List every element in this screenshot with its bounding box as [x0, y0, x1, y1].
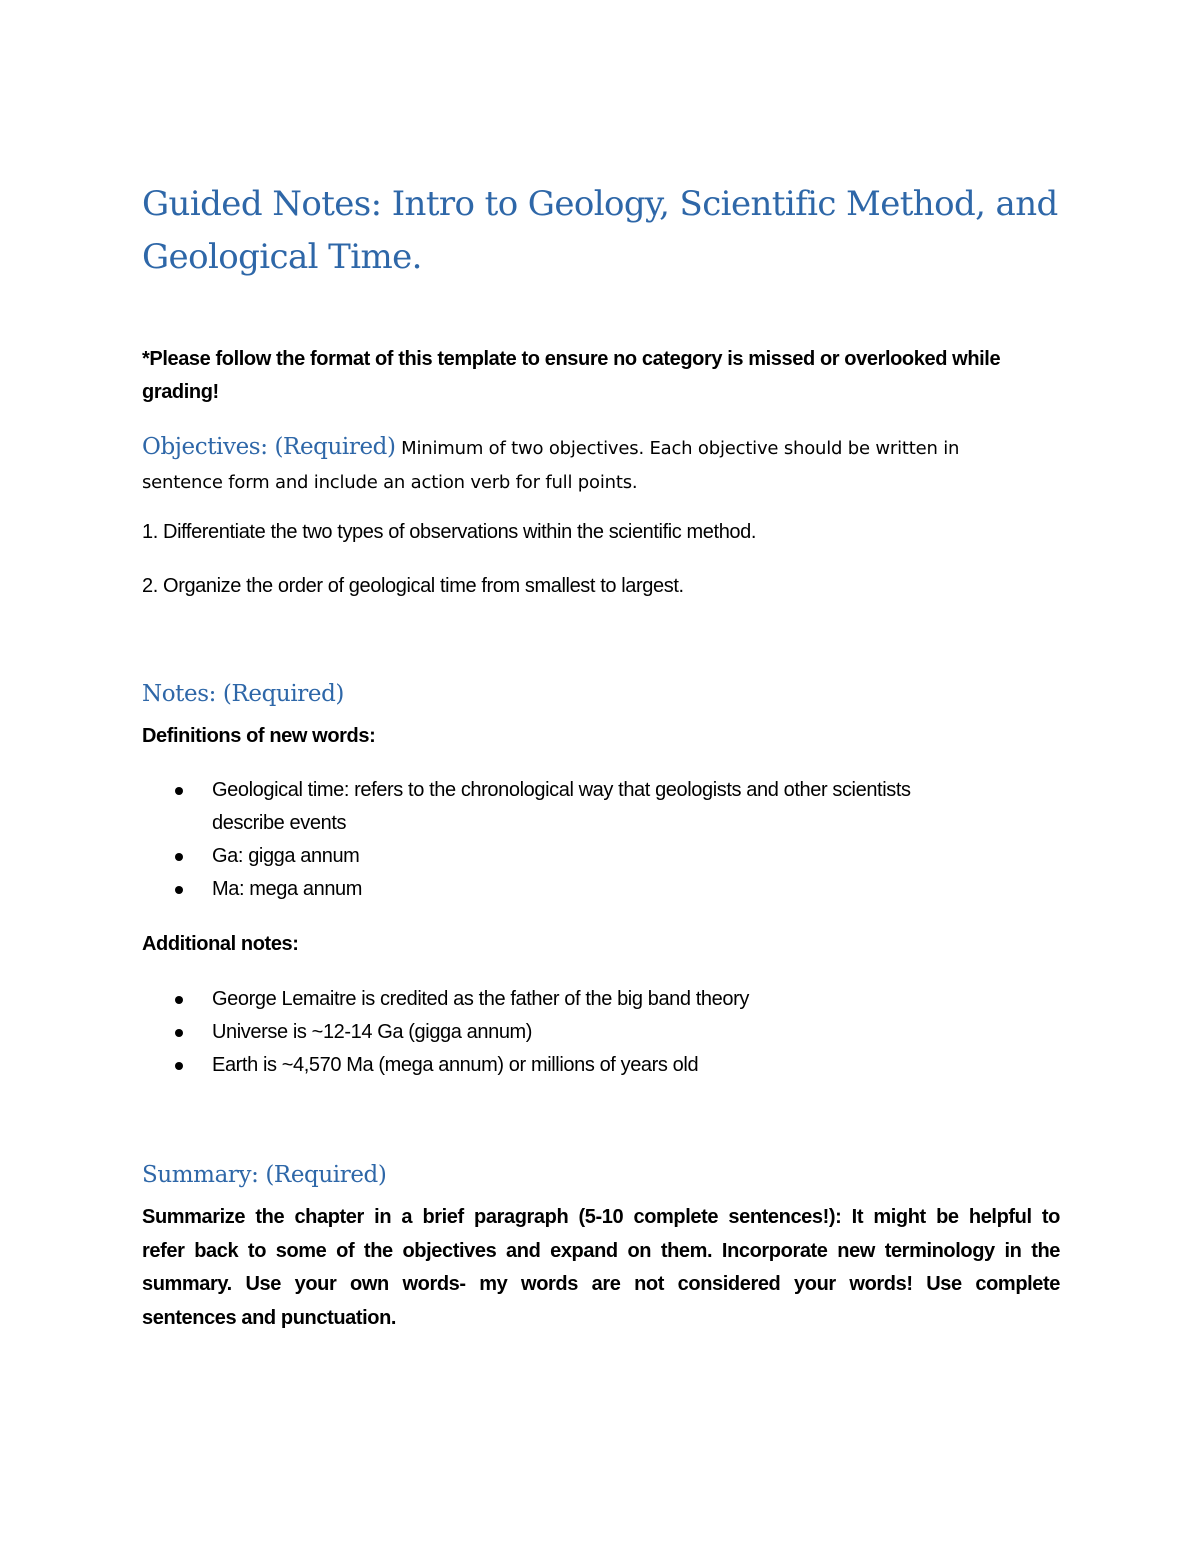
objectives-row-1 [142, 430, 1060, 466]
additional-note-1: George Lemaitre is credited as the father of the big band theory [212, 988, 749, 1010]
instruction-line-2: grading! [142, 381, 219, 403]
bullet-icon [175, 886, 183, 894]
summary-instructions [142, 1201, 1060, 1335]
definitions-label: Definitions of new words: [142, 725, 376, 747]
additional-notes-label: Additional notes: [142, 933, 299, 955]
instruction-line-1: *Please follow the format of this template to ensure no category is missed or overlooked while [142, 348, 1001, 370]
list-item [142, 840, 1060, 873]
notes-heading: Notes: (Required) [142, 681, 344, 707]
additional-note-2: Universe is ~12-14 Ga (gigga annum) [212, 1021, 533, 1043]
definitions-list [142, 774, 1060, 906]
summary-line-3: summary. Use your own words- my words are not considered your words! Use complete [142, 1273, 1060, 1295]
bullet-icon [175, 996, 183, 1004]
objectives-description-line-1: Minimum of two objectives. Each objective should be written in [401, 438, 960, 459]
objective-item-2: 2. Organize the order of geological time from smallest to largest. [142, 575, 684, 597]
bullet-icon [175, 853, 183, 861]
bullet-icon [175, 1062, 183, 1070]
list-item [142, 873, 1060, 906]
bullet-icon [175, 1029, 183, 1037]
definition-2: Ga: gigga annum [212, 845, 360, 867]
summary-heading: Summary: (Required) [142, 1162, 387, 1188]
definition-1-line-1: Geological time: refers to the chronological way that geologists and other scientists [212, 779, 911, 801]
template-instruction [142, 343, 1060, 409]
document-page [142, 0, 1060, 1553]
definition-3: Ma: mega annum [212, 878, 363, 900]
objectives-heading: Objectives: (Required) [142, 434, 396, 460]
document-title [142, 178, 1060, 284]
title-line-1: Guided Notes: Intro to Geology, Scientific Method, and [142, 184, 1058, 224]
definition-1-line-2: describe events [212, 812, 347, 834]
objectives-description-line-2: sentence form and include an action verb for full points. [142, 472, 638, 493]
bullet-icon [175, 787, 183, 795]
additional-note-3: Earth is ~4,570 Ma (mega annum) or millions of years old [212, 1054, 699, 1076]
list-item [142, 1049, 1060, 1082]
list-item [142, 1016, 1060, 1049]
summary-line-1: Summarize the chapter in a brief paragraph (5-10 complete sentences!): It might be helpful to [142, 1206, 1060, 1228]
objective-item-1: 1. Differentiate the two types of observations within the scientific method. [142, 521, 757, 543]
title-line-2: Geological Time. [142, 237, 422, 277]
list-item [142, 983, 1060, 1016]
objectives-block [142, 430, 1060, 500]
additional-notes-list [142, 983, 1060, 1082]
list-item [142, 774, 1060, 840]
summary-line-2: refer back to some of the objectives and expand on them. Incorporate new terminology in the [142, 1239, 1060, 1262]
summary-line-4: sentences and punctuation. [142, 1306, 397, 1329]
